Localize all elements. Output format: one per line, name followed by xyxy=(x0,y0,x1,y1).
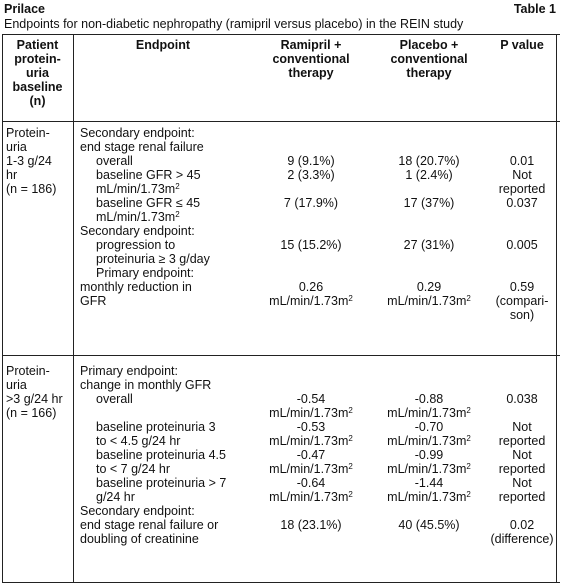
table-caption: Endpoints for non-diabetic nephropathy (ramipril versus placebo) in the REIN study xyxy=(4,17,464,31)
group2-ramipril: -0.54 $mL/\min/1.73m^2$ -0.53 $mL/\min/1.73m^2$ -0.47 $mL/\min/1.73m^2$ -0.64 $mL/\min/1.73m^2$ 18 (23.1%) xyxy=(269,392,353,532)
table-number: Table 1 xyxy=(513,2,556,16)
rule-top xyxy=(2,34,560,35)
rule-group-divider xyxy=(2,355,560,356)
rule-header-bottom xyxy=(2,121,560,122)
rule-left xyxy=(2,34,3,583)
table-header xyxy=(2,2,560,34)
group1-endpoints: Secondary endpoint: end stage renal failure overall baseline GFR > 45 $mL/\min/1.73m^2$ baseline GFR ≤ 45 $mL/\min/1.73m^2$ Secondary endpoint: progression to proteinuria ≥ 3 g/day Primary endpoint: monthly reduction in GFR xyxy=(80,126,210,308)
header-endpoint: Endpoint xyxy=(135,38,191,52)
rule-col1 xyxy=(73,34,74,583)
group1-pvalue: 0.01 Not reported 0.037 0.005 0.59 (compari- son) xyxy=(495,154,549,322)
header-ramipril: Ramipril + conventional therapy xyxy=(272,38,350,80)
group1-ramipril: 9 (9.1%) 2 (3.3%) 7 (17.9%) 15 (15.2%) 0.26 $mL/\min/1.73m^2$ xyxy=(269,154,353,308)
group2-pvalue: 0.038 Not reported Not reported Not reported 0.02 (difference) xyxy=(490,392,554,546)
group1-placebo: 18 (20.7%) 1 (2.4%) 17 (37%) 27 (31%) 0.29 $mL/\min/1.73m^2$ xyxy=(387,154,471,308)
group2-patient: Protein- uria >3 g/24 hr (n = 166) xyxy=(6,364,63,420)
rule-bottom xyxy=(2,582,560,583)
group2-endpoints: Primary endpoint: change in monthly GFR overall baseline proteinuria 3 to < 4.5 g/24 hr baseline proteinuria 4.5 to < 7 g/24 hr baseline proteinuria > 7 g/24 hr Secondary endpoint: end stage renal failure or doubling of creatinine xyxy=(80,364,227,546)
group1-patient: Protein- uria 1-3 g/24 hr (n = 186) xyxy=(6,126,57,196)
drug-name: Prilace xyxy=(4,2,46,16)
endpoints-table xyxy=(2,34,560,583)
group2-placebo: -0.88 $mL/\min/1.73m^2$ -0.70 $mL/\min/1.73m^2$ -0.99 $mL/\min/1.73m^2$ -1.44 $mL/\min/1.73m^2$ 40 (45.5%) xyxy=(387,392,471,532)
header-pvalue: P value xyxy=(500,38,544,52)
rule-right xyxy=(556,34,557,583)
header-placebo: Placebo + conventional therapy xyxy=(390,38,468,80)
header-patient: Patient protein- uria baseline (n) xyxy=(12,38,63,108)
